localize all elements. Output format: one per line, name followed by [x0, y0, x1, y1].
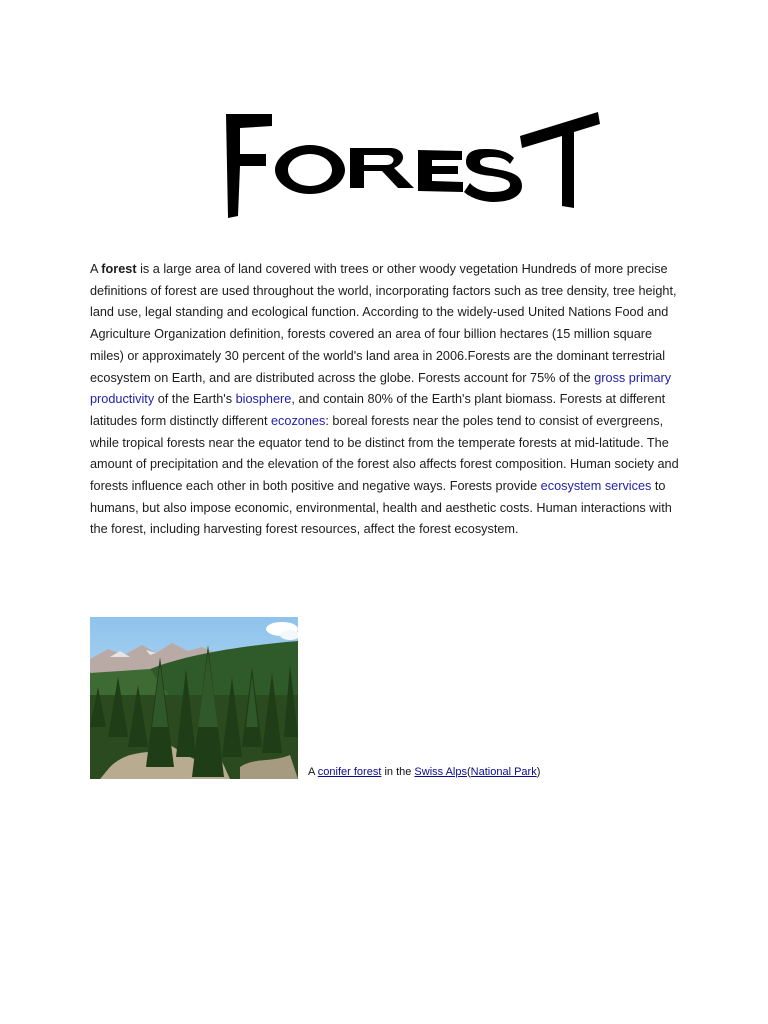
link-ecosystem-services[interactable]: ecosystem services [540, 479, 652, 494]
caption-middle: in the [381, 766, 415, 778]
link-ecozones[interactable]: ecozones [271, 413, 326, 428]
para-bold-forest: forest [101, 262, 137, 276]
link-biosphere[interactable]: biosphere [235, 392, 292, 407]
photo-caption [308, 766, 540, 778]
para-text-2: is a large area of land covered with trees or other woody vegetation Hundreds of more precise definitions of forest are used throughout the world, incorporating factors such as tree density, tree height, land use, legal standing and ecological function. According to the widely-used United Nations Food and Agriculture Organization definition, forests covered an area of four billion hectares (15 million square miles) or approximately 30 percent of the world's land area in 2006.Forests are the dominant terrestrial ecosystem on Earth, and are distributed across the globe. Forests account for 75% of the [90, 262, 677, 385]
conifer-forest-photo [90, 617, 298, 779]
forest-wordart-title [222, 108, 604, 224]
caption-open-paren: ( [467, 766, 471, 778]
para-text-4: , and contain 80% of the Earth's plant biomass. Forests at different latitudes form distinctly different [90, 392, 666, 428]
forest-paragraph [90, 259, 682, 541]
caption-close-paren: ) [536, 766, 541, 778]
para-text-6: to humans, but also impose economic, environmental, health and aesthetic costs. Human interactions with the forest, including harvesting forest resources, affect the forest ecosystem. [90, 479, 672, 537]
link-national-park[interactable]: National Park [470, 766, 537, 778]
para-text-1: A [90, 262, 102, 276]
caption-prefix: A [308, 766, 318, 778]
link-gross-primary-productivity[interactable]: gross primary productivity [90, 370, 672, 407]
link-conifer-forest[interactable]: conifer forest [317, 766, 382, 778]
link-swiss-alps[interactable]: Swiss Alps [414, 766, 467, 778]
para-text-3: of the Earth's [154, 392, 236, 407]
para-text-5: : boreal forests near the poles tend to consist of evergreens, while tropical forests near the equator tend to be distinct from the temperate forests at mid-latitude. The amount of precipitation and the elevation of the forest also affects forest composition. Human society and forests influence each other in both positive and negative ways. Forests provide [90, 413, 679, 494]
